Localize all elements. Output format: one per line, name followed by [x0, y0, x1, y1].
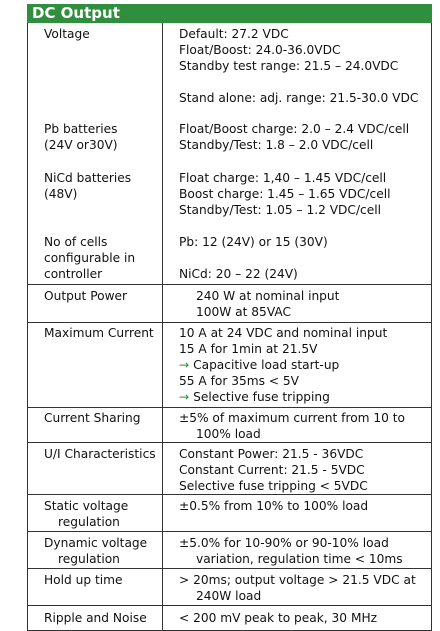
cells-value: NiCd: 20 – 22 (24V)	[179, 267, 298, 281]
spec-table	[27, 23, 432, 631]
max-current-note: Capacitive load start-up	[193, 358, 340, 372]
holdup-label: Hold up time	[44, 573, 123, 587]
nicd-value: Float charge: 1,40 – 1.45 VDC/cell	[179, 171, 387, 185]
current-sharing-value: 100% load	[196, 427, 261, 441]
voltage-value: Default: 27.2 VDC	[179, 27, 289, 41]
row-separator	[28, 284, 431, 285]
nicd-label: NiCd batteries	[44, 171, 132, 185]
static-label: regulation	[58, 515, 120, 529]
nicd-label: (48V)	[44, 187, 78, 201]
row-separator	[28, 407, 431, 408]
spec-sheet	[27, 0, 432, 631]
pb-value: Float/Boost charge: 2.0 – 2.4 VDC/cell	[179, 122, 410, 136]
output-power-label: Output Power	[44, 289, 128, 303]
nicd-value: Boost charge: 1.45 – 1.65 VDC/cell	[179, 187, 391, 201]
cells-label: No of cells	[44, 235, 108, 249]
row-separator	[28, 605, 431, 606]
static-label: Static voltage	[44, 499, 129, 513]
section-header: DC Output	[27, 4, 432, 23]
max-current-value: 15 A for 1min at 21.5V	[179, 342, 318, 356]
row-separator	[28, 442, 431, 443]
row-separator	[28, 322, 431, 323]
voltage-value: Float/Boost: 24.0-36.0VDC	[179, 43, 341, 57]
max-current-value	[179, 389, 330, 405]
row-separator	[28, 494, 431, 495]
row-separator	[28, 531, 431, 532]
current-sharing-label: Current Sharing	[44, 411, 141, 425]
row-separator	[28, 568, 431, 569]
output-power-value: 100W at 85VAC	[196, 305, 292, 319]
ui-value: Selective fuse tripping < 5VDC	[179, 479, 368, 493]
ripple-value: < 200 mV peak to peak, 30 MHz	[179, 611, 378, 625]
pb-label: Pb batteries	[44, 122, 118, 136]
max-current-value: 10 A at 24 VDC and nominal input	[179, 326, 388, 340]
max-current-value	[179, 357, 339, 373]
max-current-note: Selective fuse tripping	[193, 390, 330, 404]
ripple-label: Ripple and Noise	[44, 611, 147, 625]
arrow-right-icon: →	[179, 390, 190, 404]
voltage-label: Voltage	[44, 27, 90, 41]
dynamic-value: variation, regulation time < 10ms	[196, 552, 403, 566]
dynamic-value: ±5.0% for 10-90% or 90-10% load	[179, 536, 389, 550]
cells-value: Pb: 12 (24V) or 15 (30V)	[179, 235, 328, 249]
cells-label: controller	[44, 267, 103, 281]
voltage-value: Stand alone: adj. range: 21.5-30.0 VDC	[179, 91, 419, 105]
nicd-value: Standby/Test: 1.05 – 1.2 VDC/cell	[179, 203, 382, 217]
holdup-value: > 20ms; output voltage > 21.5 VDC at	[179, 573, 416, 587]
dynamic-label: regulation	[58, 552, 120, 566]
dynamic-label: Dynamic voltage	[44, 536, 148, 550]
pb-label: (24V or30V)	[44, 138, 118, 152]
cells-label: configurable in	[44, 251, 136, 265]
column-divider	[162, 23, 163, 630]
arrow-right-icon: →	[179, 358, 190, 372]
holdup-value: 240W load	[196, 589, 262, 603]
current-sharing-value: ±5% of maximum current from 10 to	[179, 411, 406, 425]
max-current-value: 55 A for 35ms < 5V	[179, 374, 300, 388]
static-value: ±0.5% from 10% to 100% load	[179, 499, 369, 513]
voltage-value: Standby test range: 21.5 – 24.0VDC	[179, 59, 399, 73]
ui-value: Constant Power: 21.5 - 36VDC	[179, 447, 364, 461]
ui-value: Constant Current: 21.5 - 5VDC	[179, 463, 365, 477]
ui-label: U/I Characteristics	[44, 447, 156, 461]
pb-value: Standby/Test: 1.8 – 2.0 VDC/cell	[179, 138, 374, 152]
output-power-value: 240 W at nominal input	[196, 289, 340, 303]
max-current-label: Maximum Current	[44, 326, 154, 340]
